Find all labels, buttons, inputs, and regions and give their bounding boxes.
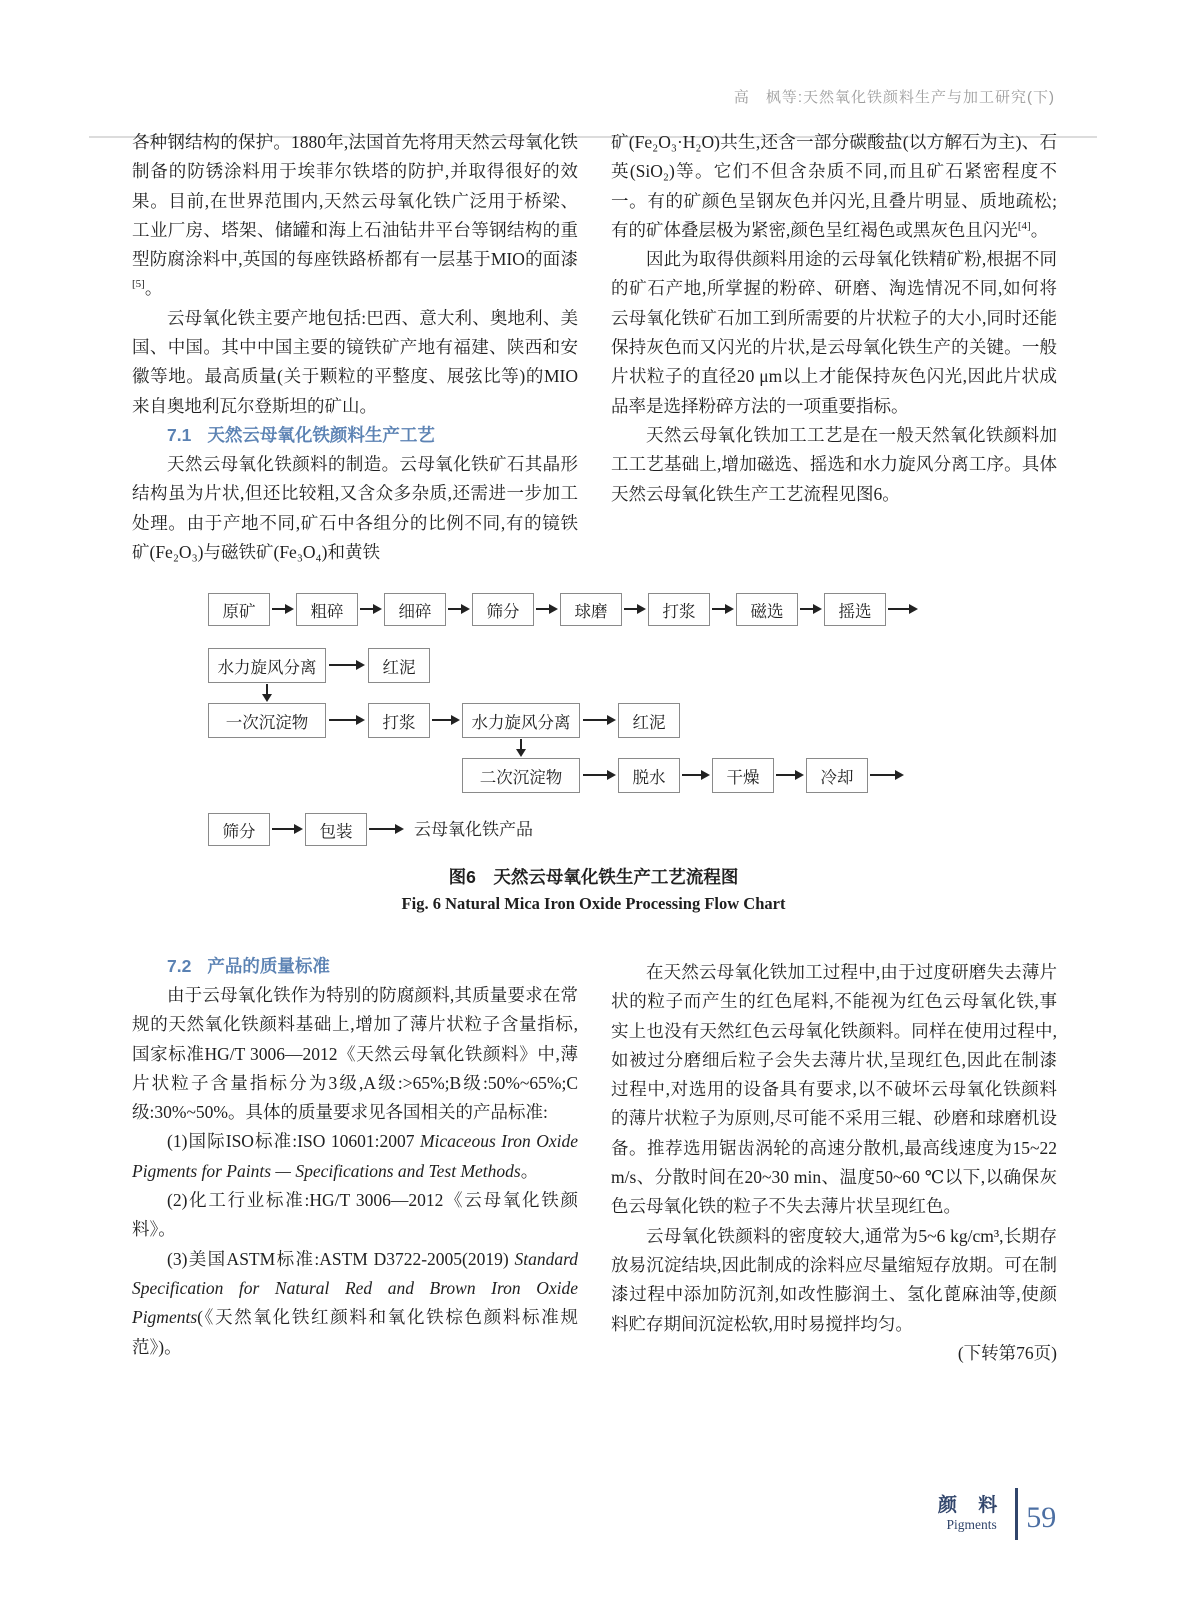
flow-arrow-right [682,774,701,776]
flowchart-node: 打浆 [368,703,430,738]
iso-standard-title: Micaceous Iron Oxide Pigments for Paints — Specifications and Test Methods [132,1131,579,1181]
flowchart-node: 二次沉淀物 [462,758,580,793]
flow-arrow-right [329,664,356,666]
section-heading-7-1: 7.1 天然云母氧化铁颜料生产工艺 [167,424,435,445]
flow-arrow-right [800,608,813,610]
flow-arrow-right [536,608,549,610]
flow-arrow-right [712,608,725,610]
flow-arrow-right [272,608,285,610]
flowchart-node: 水力旋风分离 [208,648,326,683]
paragraph-manufacture: 天然云母氧化铁颜料的制造。云母氧化铁矿石其晶形结构虽为片状,但还比较粗,又含众多杂质,还需进一步加工处理。由于产地不同,矿石中各组分的比例不同,有的镜铁矿(Fe₂O₃)与磁铁矿(Fe₃O₄)和黄铁 [132,453,578,562]
continuation-note: (下转第76页) [957,1342,1057,1363]
flowchart-node: 原矿 [208,593,270,626]
flow-arrow-right [448,608,461,610]
flowchart-node: 摇选 [824,593,886,626]
flow-arrow-right [432,719,451,721]
flowchart-node: 筛分 [472,593,534,626]
page-number: 59 [1026,1501,1057,1534]
flow-arrow-down [520,739,522,749]
paragraph-process-intro: 天然云母氧化铁加工工艺是在一般天然氧化铁颜料加工工艺基础上,增加磁选、摇选和水力旋风分离工序。具体天然云母氧化铁生产工艺流程见图6。 [611,424,1057,504]
flow-arrow-right [329,719,356,721]
flowchart-node: 水力旋风分离 [462,703,580,738]
flowchart-node: 磁选 [736,593,798,626]
paragraph-concentrate: 因此为取得供颜料用途的云母氧化铁精矿粉,根据不同的矿石产地,所掌握的粉碎、研磨、淘选情况不同,如何将云母氧化铁矿石加工到所需要的片状粒子的大小,同时还能保持灰色而又闪光的片状,是云母氧化铁生产的关键。一般片状粒子的直径20 μm以上才能保持灰色闪光,因此片状成品率是选择粉碎方法的一项重要指标。 [611,249,1057,416]
flow-arrow-right [624,608,637,610]
flow-arrow-exit [870,774,895,776]
flow-arrow-right [776,774,795,776]
paragraph-red-tailings: 在天然云母氧化铁加工过程中,由于过度研磨失去薄片状的粒子而产生的红色尾料,不能视为红色云母氧化铁,事实上也没有天然红色云母氧化铁颜料。同样在使用过程中,如被过分磨细后粒子会失去薄片状,呈现红色,因此在制漆过程中,对选用的设备具有要求,以不破坏云母氧化铁颜料的薄片状粒子为原则,尽可能不采用三辊、砂磨和球磨机设备。推荐选用锯齿涡轮的高速分散机,最高线速度为15~22 m/s、分散时间在20~30 min、温度50~60 ℃以下,以确保灰色云母氧化铁的粒子不失去薄片状呈现红色。 [611,962,1057,1217]
flowchart-node: 红泥 [368,648,430,683]
flow-arrow-right [583,774,607,776]
journal-name-zh: 颜 料 [938,1495,1006,1516]
journal-footer [938,1488,1056,1540]
footer-divider [1015,1488,1018,1540]
paragraph-hg-standard: (2)化工行业标准:HG/T 3006—2012《云母氧化铁颜料》。 [132,1190,578,1240]
flowchart-node: 细碎 [384,593,446,626]
section-heading-7-2: 7.2 产品的质量标准 [167,956,330,976]
flow-arrow-down [266,684,268,694]
citation-5: [5] [132,278,145,291]
flowchart-node: 脱水 [618,758,680,793]
flowchart-node: 红泥 [618,703,680,738]
journal-name-en: Pigments [946,1517,997,1532]
figure-caption-zh: 图6 天然云母氧化铁生产工艺流程图 [448,867,739,887]
process-flowchart [132,585,1055,857]
flowchart-node: 球磨 [560,593,622,626]
bottom-left-column [132,952,578,1362]
flow-arrow-right [360,608,373,610]
paragraph-astm-standard: (3)美国ASTM标准:ASTM D3722-2005(2019) Standard Specification for Natural Red and Brown Iron Oxide Pigments(《天然氧化铁红颜料和氧化铁棕色颜料标准规范》)。 [132,1248,578,1357]
top-right-column [611,128,1057,509]
running-head: 高 枫等:天然氧化铁颜料生产与加工研究(下) [733,89,1055,106]
flowchart-node: 筛分 [208,813,270,846]
figure-caption-en: Fig. 6 Natural Mica Iron Oxide Processing Flow Chart [401,894,786,913]
top-left-column [132,128,578,567]
flow-arrow-exit [888,608,909,610]
paragraph-steel-protection: 各种钢结构的保护。1880年,法国首先将用天然云母氧化铁制备的防锈涂料用于埃菲尔铁塔的防护,并取得很好的效果。目前,在世界范围内,天然云母氧化铁广泛用于桥梁、工业厂房、塔架、储罐和海上石油钻井平台等钢结构的重型防腐涂料中,英国的每座铁路桥都有一层基于MIO的面漆[5]。 [132,132,578,299]
paragraph-density: 云母氧化铁颜料的密度较大,通常为5~6 kg/cm³,长期存放易沉淀结块,因此制成的涂料应尽量缩短存放期。可在制漆过程中添加防沉剂,如改性膨润土、氢化蓖麻油等,使颜料贮存期间沉淀松软,用时易搅拌均匀。 [611,1225,1057,1334]
flow-arrow-right [369,828,395,830]
flowchart-node: 打浆 [648,593,710,626]
flowchart-node: 干燥 [712,758,774,793]
flowchart-node: 冷却 [806,758,868,793]
paragraph-mineral-composition: 矿(Fe₂O₃·H₂O)共生,还含一部分碳酸盐(以方解石为主)、石英(SiO₂)等。它们不但含杂质不同,而且矿石紧密程度不一。有的矿颜色呈钢灰色并闪光,且叠片明显、质地疏松;有的矿体叠层极为紧密,颜色呈红褐色或黑灰色且闪光[4]。 [611,132,1057,240]
astm-standard-title: Standard Specification for Natural Red and Brown Iron Oxide Pigments [132,1248,578,1328]
paragraph-quality-grades: 由于云母氧化铁作为特别的防腐颜料,其质量要求在常规的天然氧化铁颜料基础上,增加了薄片状粒子含量指标,国家标准HG/T 3006—2012《天然云母氧化铁颜料》中,薄片状粒子含量指标分为3级,A级:>65%;B级:50%~65%;C级:30%~50%。具体的质量要求见各国相关的产品标准: [132,985,578,1123]
flow-arrow-right [272,828,294,830]
flowchart-node: 粗碎 [296,593,358,626]
flowchart-end-label: 云母氧化铁产品 [414,820,533,839]
paragraph-iso-standard: (1)国际ISO标准:ISO 10601:2007 Micaceous Iron Oxide Pigments for Paints — Specifications and Test Methods。 [132,1131,579,1181]
flowchart-node: 包装 [305,813,367,846]
flow-arrow-right [583,719,607,721]
citation-4: [4] [1017,220,1031,233]
bottom-right-column [611,958,1057,1368]
flowchart-node: 一次沉淀物 [208,703,326,738]
paragraph-origins: 云母氧化铁主要产地包括:巴西、意大利、奥地利、美国、中国。其中中国主要的镜铁矿产地有福建、陕西和安徽等地。最高质量(关于颗粒的平整度、展弦比等)的MIO来自奥地利瓦尔登斯坦的矿山。 [132,307,578,416]
